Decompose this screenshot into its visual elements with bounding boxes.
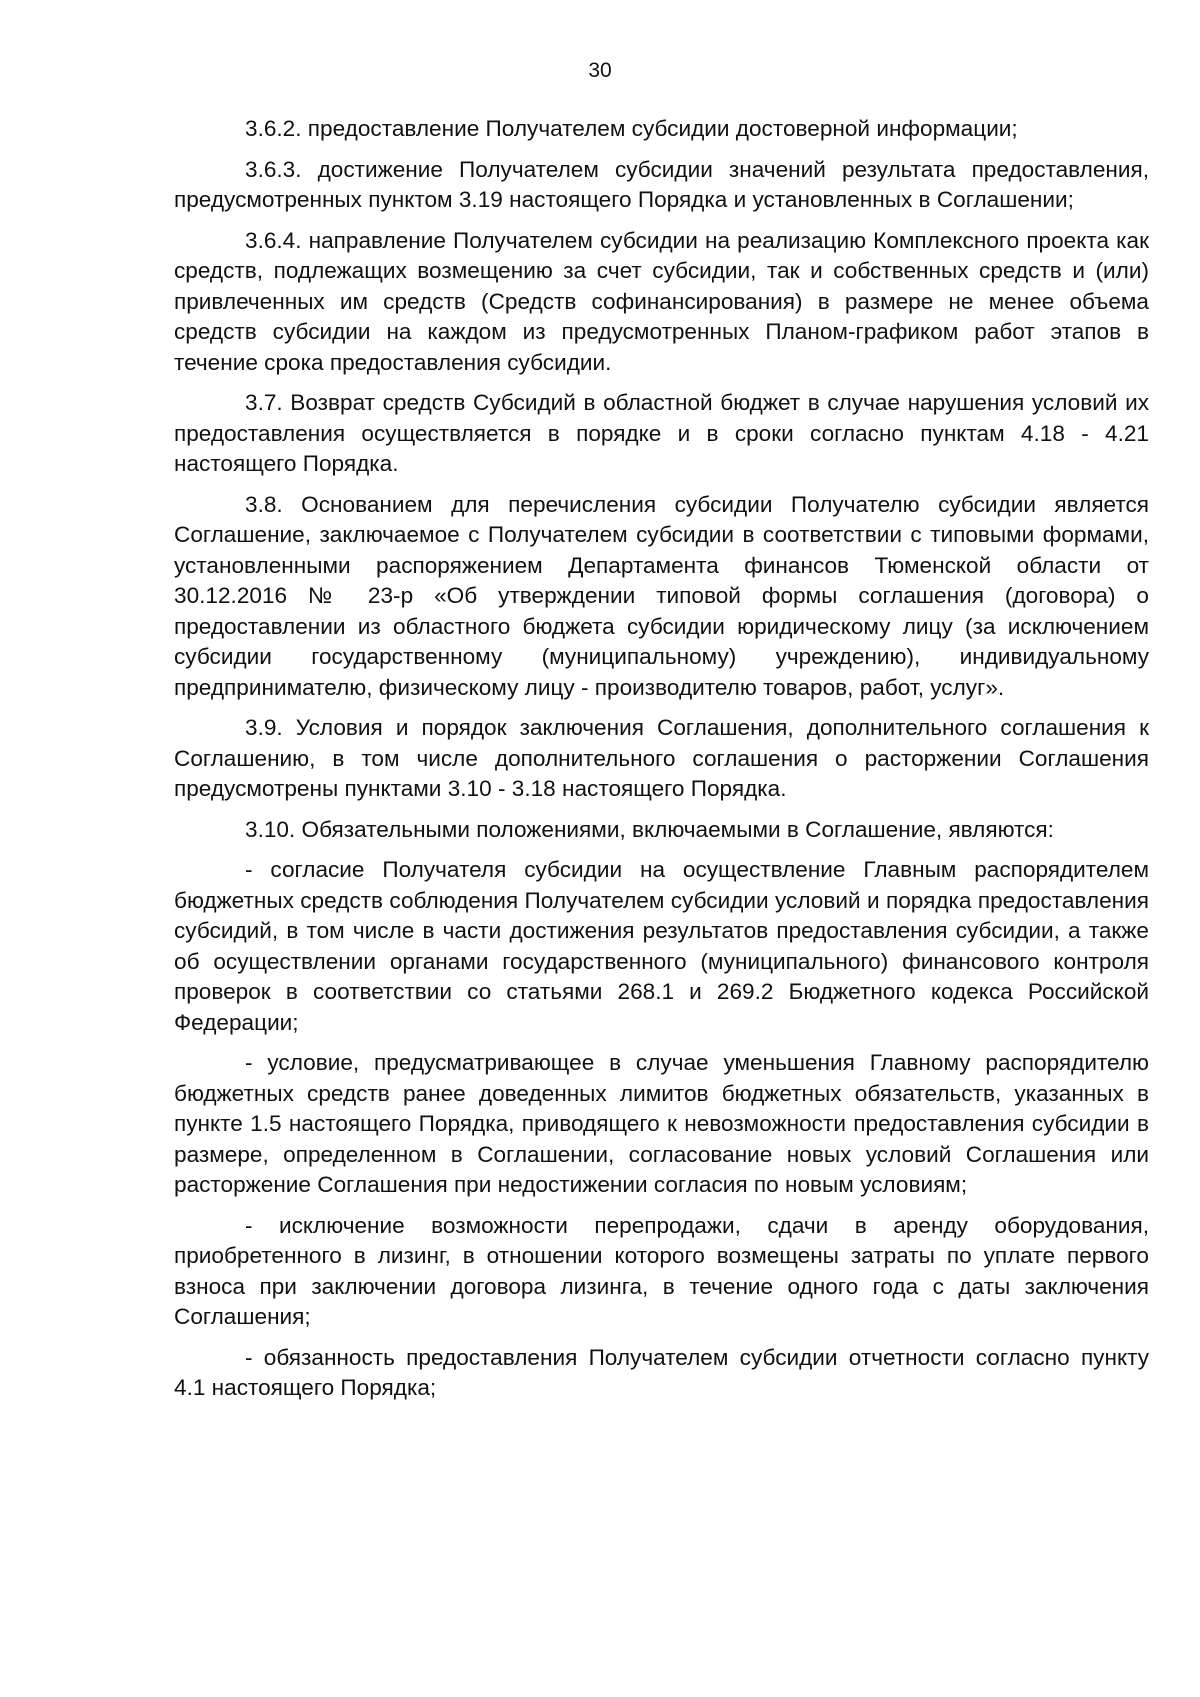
list-item-leasing-restriction: - исключение возможности перепродажи, сдачи в аренду оборудования, приобретенного в лизинг, в отношении которого возмещены затраты по уплате первого взноса при заключении договора лизинга, в течение одного года с даты заключения Соглашения;	[174, 1212, 1149, 1329]
document-body	[174, 114, 1149, 1414]
paragraph-3-6-2: 3.6.2. предоставление Получателем субсидии достоверной информации;	[245, 116, 1018, 141]
paragraph-3-9: 3.9. Условия и порядок заключения Соглашения, дополнительного соглашения к Соглашению, в том числе дополнительного соглашения о расторжении Соглашения предусмотрены пунктами 3.10 - 3.18 настоящего Порядка.	[174, 715, 1149, 801]
list-item-limits-condition: - условие, предусматривающее в случае уменьшения Главному распорядителю бюджетных средств ранее доведенных лимитов бюджетных обязательств, указанных в пункте 1.5 настоящего Порядка, приводящего к невозможности предоставления субсидии в размере, определенном в Соглашении, согласование новых условий Соглашения или расторжение Соглашения при недостижении согласия по новым условиям;	[174, 1050, 1149, 1197]
paragraph-3-7: 3.7. Возврат средств Субсидий в областной бюджет в случае нарушения условий их предоставления осуществляется в порядке и в сроки согласно пунктам 4.18 - 4.21 настоящего Порядка.	[174, 390, 1149, 476]
page-number: 30	[588, 59, 612, 82]
paragraph-3-6-4: 3.6.4. направление Получателем субсидии на реализацию Комплексного проекта как средств, подлежащих возмещению за счет субсидии, так и собственных средств и (или) привлеченных им средств (Средств софинансирования) в размере не менее объема средств субсидии на каждом из предусмотренных Планом-графиком работ этапов в течение срока предоставления субсидии.	[174, 227, 1149, 375]
list-item-reporting-obligation: - обязанность предоставления Получателем субсидии отчетности согласно пункту 4.1 настоящего Порядка;	[174, 1344, 1149, 1400]
paragraph-3-8: 3.8. Основанием для перечисления субсидии Получателю субсидии является Соглашение, заключаемое с Получателем субсидии в соответствии с типовыми формами, установленными распоряжением Департамента финансов Тюменской области от 30.12.2016 № 23-р «Об утверждении типовой формы соглашения (договора) о предоставлении из областного бюджета субсидии юридическому лицу (за исключением субсидии государственному (муниципальному) учреждению), индивидуальному предпринимателю, физическому лицу - производителю товаров, работ, услуг».	[174, 491, 1149, 700]
paragraph-3-6-3: 3.6.3. достижение Получателем субсидии значений результата предоставления, предусмотренных пунктом 3.19 настоящего Порядка и установленных в Соглашении;	[174, 156, 1149, 212]
paragraph-3-10: 3.10. Обязательными положениями, включаемыми в Соглашение, являются:	[245, 816, 1054, 842]
list-item-consent: - согласие Получателя субсидии на осуществление Главным распорядителем бюджетных средств соблюдения Получателем субсидии условий и порядка предоставления субсидий, в том числе в части достижения результатов предоставления субсидии, а также об осуществлении органами государственного (муниципального) финансового контроля проверок в соответствии со статьями 268.1 и 269.2 Бюджетного кодекса Российской Федерации;	[174, 857, 1149, 1035]
